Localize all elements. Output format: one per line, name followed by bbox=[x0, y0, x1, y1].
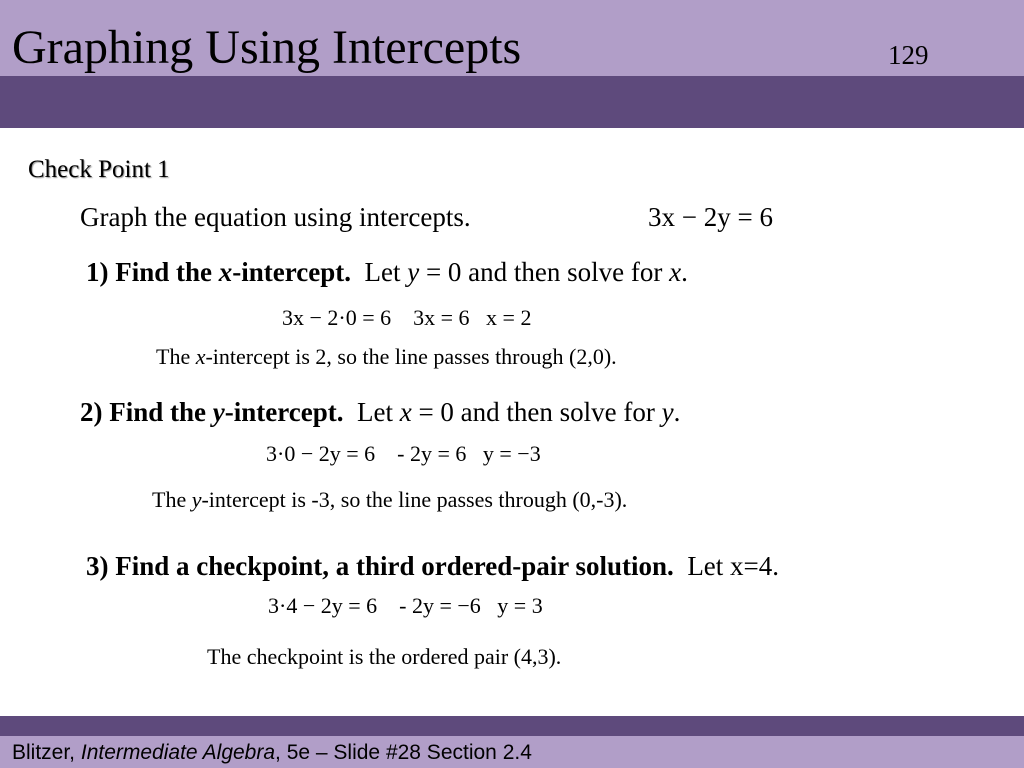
step1-instr-mid: = 0 and then solve for bbox=[419, 257, 670, 287]
step2-heading bbox=[80, 395, 680, 429]
header-accent-band bbox=[0, 76, 1024, 128]
step1-math: 3x − 2·0 = 6 3x = 6 x = 2 bbox=[282, 305, 532, 330]
step2-note bbox=[152, 486, 627, 514]
step3-heading bbox=[86, 549, 779, 583]
step3-bold-text: 3) Find a checkpoint, a third ordered-pair solution. bbox=[86, 551, 674, 581]
step1-note bbox=[156, 343, 617, 371]
step2-bold-suffix: -intercept. bbox=[224, 397, 344, 427]
step1-note-suffix: -intercept is 2, so the line passes through (2,0). bbox=[205, 344, 617, 369]
step2-math: 3·0 − 2y = 6 - 2y = 6 y = −3 bbox=[266, 441, 541, 466]
step2-instr-end: . bbox=[673, 397, 681, 427]
main-equation: 3x − 2y = 6 bbox=[648, 202, 773, 232]
step3-note: The checkpoint is the ordered pair (4,3). bbox=[207, 644, 562, 669]
prompt-text: Graph the equation using intercepts. bbox=[80, 202, 471, 232]
step3-instruction: Let x=4. bbox=[687, 551, 780, 581]
step2-instr-prefix: Let bbox=[356, 397, 400, 427]
slide-title: Graphing Using Intercepts bbox=[12, 21, 522, 74]
step3-math: 3·4 − 2y = 6 - 2y = −6 y = 3 bbox=[268, 593, 543, 618]
footer-citation bbox=[12, 740, 532, 766]
step1-instr-end: . bbox=[681, 257, 688, 287]
step1-instr-var: y bbox=[407, 257, 420, 287]
step2-note-prefix: The bbox=[152, 487, 192, 512]
step1-note-var: x bbox=[195, 344, 206, 369]
step2-bold-var: y bbox=[212, 397, 225, 427]
step2-instr-mid: = 0 and then solve for bbox=[411, 397, 662, 427]
step2-bold-prefix: 2) Find the bbox=[80, 397, 213, 427]
step1-instr-prefix: Let bbox=[364, 257, 408, 287]
step1-bold-prefix: 1) Find the bbox=[86, 257, 219, 287]
slide-number: 129 bbox=[888, 40, 929, 70]
footer-rest: , 5e – Slide #28 Section 2.4 bbox=[275, 741, 532, 764]
footer-author: Blitzer, bbox=[12, 741, 81, 764]
step1-bold-suffix: -intercept. bbox=[232, 257, 351, 287]
step2-note-var: y bbox=[191, 487, 202, 512]
step2-instr-var: x bbox=[399, 397, 412, 427]
step1-heading bbox=[86, 255, 688, 289]
step2-instr-var2: y bbox=[661, 397, 674, 427]
check-point-heading: Check Point 1 bbox=[28, 156, 170, 183]
step1-instr-var2: x bbox=[669, 257, 682, 287]
step1-note-prefix: The bbox=[156, 344, 196, 369]
step1-bold-var: x bbox=[218, 257, 233, 287]
footer-accent-band bbox=[0, 716, 1024, 736]
step2-note-suffix: -intercept is -3, so the line passes through (0,-3). bbox=[201, 487, 628, 512]
footer-book: Intermediate Algebra bbox=[80, 741, 276, 764]
